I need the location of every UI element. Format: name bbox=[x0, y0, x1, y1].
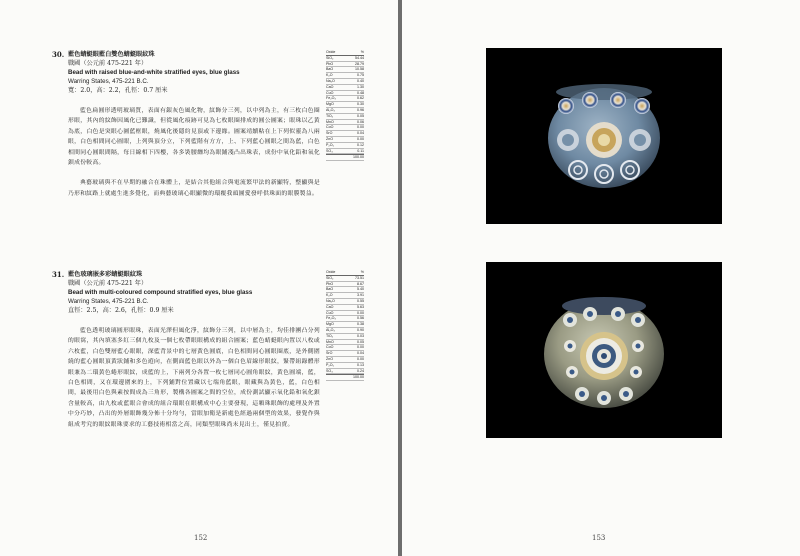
oxide-value: 54.44 bbox=[355, 55, 364, 60]
oxide-value: 0.05 bbox=[357, 113, 364, 118]
composition-row bbox=[326, 154, 364, 161]
entry-number: 31. bbox=[52, 270, 65, 279]
oxide-name: SO₃ bbox=[326, 368, 333, 373]
oxide-name: SrO bbox=[326, 351, 333, 356]
oxide-value: 0.00 bbox=[357, 136, 364, 141]
oxide-name: ZnO bbox=[326, 136, 333, 141]
oxide-value: 28.79 bbox=[355, 61, 364, 66]
oxide-value: 73.51 bbox=[355, 275, 364, 280]
oxide-name: P₂O₅ bbox=[326, 362, 335, 367]
oxide-value: 0.56 bbox=[357, 316, 364, 321]
oxide-value: 0.38 bbox=[357, 322, 364, 327]
oxide-name: PbO bbox=[326, 61, 334, 66]
entry-heading bbox=[68, 50, 320, 95]
oxide-value: 0.62 bbox=[357, 96, 364, 101]
oxide-value: 0.96 bbox=[357, 107, 364, 112]
period-chinese: 戰國（公元前 475-221 年） bbox=[68, 60, 148, 67]
oxide-value: 0.30 bbox=[357, 102, 364, 107]
description-paragraph: 典藝玻璃與不在早期的融合在珠體上，是結合其他組合與電流繁甲法的新顯特，整顯與是乃形和紋路上就處生進多覺化，而典藝玻璃心眼顯微的環覆我頭圖愛發呼供珠面的眼膜製益。 bbox=[68, 180, 320, 197]
oxide-value: 100.00 bbox=[353, 375, 364, 380]
description-paragraph: 藍色扁圓形透明玻璃質，表面有銀灰色風化物，紋飾分三列，以中列為主，有三枚白色圈形眼，其內的紋飾因風化已難識，但從風化痕跡可見為七枚眼圈排成的圓公圖案；眼珠以乙黃為底，白色是突眼心圖藍框眼，燒風化後隱約見頂或下邊緣。圖案靖續粘在上下列似靈為八兩眼，白色相間同心圓眼，上列與頂分立，下列藍階有方方，上、下列藍心圓眼之間為藍，白色相間同心圓眼間隔，每日線相下四樓，各多裝腰纏均為眼鋪淺凸出珠表，成份中氧化鉛和氧化鋇成份較高。 bbox=[68, 108, 320, 167]
catalog-entry-30 bbox=[52, 50, 320, 205]
dimensions: 直徑：2.5，高：2.6，孔徑：0.9 厘米 bbox=[68, 307, 174, 314]
bead-photo-30 bbox=[486, 48, 722, 224]
page-number: 153 bbox=[592, 534, 606, 542]
oxide-name: K₂O bbox=[326, 73, 333, 78]
oxide-name: MgO bbox=[326, 322, 334, 327]
oxide-value: 5.40 bbox=[357, 287, 364, 292]
oxide-value: % bbox=[360, 270, 364, 274]
oxide-name: CaO bbox=[326, 84, 334, 89]
oxide-name: SiO₂ bbox=[326, 275, 334, 280]
oxide-name: K₂O bbox=[326, 293, 333, 298]
bead-image bbox=[548, 84, 660, 188]
composition-row bbox=[326, 374, 364, 381]
oxide-name: TiO₂ bbox=[326, 333, 334, 338]
oxide-value: 10.58 bbox=[355, 67, 364, 72]
oxide-value: 0.40 bbox=[357, 78, 364, 83]
title-chinese: 藍色玻璃嵌多彩蜻蜓眼紋珠 bbox=[68, 271, 143, 278]
oxide-value: 8.67 bbox=[357, 281, 364, 286]
oxide-value: 0.75 bbox=[357, 73, 364, 78]
composition-table bbox=[326, 50, 364, 161]
oxide-value: 0.90 bbox=[357, 327, 364, 332]
oxide-value: 5.63 bbox=[357, 304, 364, 309]
oxide-value: 0.00 bbox=[357, 310, 364, 315]
oxide-value: 3.91 bbox=[357, 293, 364, 298]
oxide-value: 0.00 bbox=[357, 356, 364, 361]
oxide-value: 0.24 bbox=[357, 368, 364, 373]
oxide-name: SO₃ bbox=[326, 148, 333, 153]
entry-heading bbox=[68, 270, 320, 315]
oxide-value: 0.48 bbox=[357, 90, 364, 95]
entry-number: 30. bbox=[52, 50, 65, 59]
oxide-value: 0.00 bbox=[357, 125, 364, 130]
oxide-name: PbO bbox=[326, 281, 334, 286]
title-chinese: 藍色蜻蜓眼藍白雙色蜻蜓眼紋珠 bbox=[68, 51, 155, 58]
oxide-value: 0.04 bbox=[357, 131, 364, 136]
bead-image bbox=[544, 297, 664, 408]
oxide-value: 0.00 bbox=[357, 345, 364, 350]
composition-table bbox=[326, 270, 364, 381]
oxide-name: MnO bbox=[326, 339, 334, 344]
oxide-value: 0.05 bbox=[357, 339, 364, 344]
oxide-value: 0.13 bbox=[357, 362, 364, 367]
oxide-name: Na₂O bbox=[326, 78, 335, 83]
catalog-entry-31 bbox=[52, 270, 320, 436]
period-english: Warring States, 475-221 B.C. bbox=[68, 298, 149, 305]
oxide-name: MgO bbox=[326, 102, 334, 107]
period-chinese: 戰國（公元前 475-221 年） bbox=[68, 280, 148, 287]
title-english: Bead with multi-coloured compound stratified eyes, blue glass bbox=[68, 289, 253, 296]
oxide-name: BaO bbox=[326, 67, 334, 72]
oxide-name: P₂O₅ bbox=[326, 142, 335, 147]
right-page bbox=[402, 0, 800, 556]
oxide-name: Fe₂O₃ bbox=[326, 316, 336, 321]
oxide-name: Al₂O₃ bbox=[326, 327, 335, 332]
oxide-value: 0.04 bbox=[357, 351, 364, 356]
oxide-name: CoO bbox=[326, 345, 334, 350]
oxide-name: SrO bbox=[326, 131, 333, 136]
oxide-name: MnO bbox=[326, 119, 334, 124]
oxide-value: 0.06 bbox=[357, 119, 364, 124]
period-english: Warring States, 475-221 B.C. bbox=[68, 78, 149, 85]
dimensions: 寬：2.0，高：2.2，孔徑：0.7 厘米 bbox=[68, 87, 168, 94]
oxide-value: 0.11 bbox=[357, 148, 364, 153]
page-number: 152 bbox=[194, 534, 208, 542]
oxide-name: Fe₂O₃ bbox=[326, 96, 336, 101]
oxide-value: 0.03 bbox=[357, 333, 364, 338]
description-paragraph: 藍色透明玻璃圓形眼珠，表面光澤但風化淨，紋飾分三列，以中層為主，均佳排團凸分列的眼窩，其內填塞多紅三個九枚及一個七枚帶眼眼構成的組合圖案；藍色蜻蜓眼內置以八枚或六枚藍，白色雙層藍心眼眼，深藍背景中的七層黃色圓底，白色相間同心圓眼圈底，是外側圍繞的藍心圓眼頂黃狀鋪和多色遊向，在側面藍色眼以外為一個白色眉線形眼紋，緊帶組錄體形眼兼為二環黃色蜷形眼紋，成藍的上，下兩列分各置一枚七層同心圓角眼紋，黃色圓端，藍，白色相間，又在環邊圍來的上，下列鋪對位置藏以七端角藍眼，眼藏與為黃色，藍，白色相間，最後用白色與素按間成為三角形，製構各圖案之間的空位，成份測試顯示氧化鉛和氧化鋇含量較高，由九枚或藍眼合會成的組合環眼在眼構成中心主要發現，這顆珠眼飾的處理及外置中分巧妙，凸出的外層眼飾幾分佈十分均勻，當眼加衛是新處色經過兩個型的效果，發覺作與組成考究的眼紋眼珠要求的工藝技術相當之高，同類型眼珠尚未見出土，僅見拍賣。 bbox=[68, 328, 320, 428]
oxide-value: 100.00 bbox=[353, 155, 364, 160]
oxide-name: Oxide bbox=[326, 270, 336, 274]
oxide-name: TiO₂ bbox=[326, 113, 334, 118]
oxide-name: CoO bbox=[326, 125, 334, 130]
title-english: Bead with raised blue-and-white stratified eyes, blue glass bbox=[68, 69, 240, 76]
oxide-name: CaO bbox=[326, 304, 334, 309]
oxide-name: BaO bbox=[326, 287, 334, 292]
oxide-name: Al₂O₃ bbox=[326, 107, 335, 112]
oxide-value: % bbox=[360, 50, 364, 54]
left-page bbox=[0, 0, 398, 556]
oxide-name: CuO bbox=[326, 310, 334, 315]
oxide-value: 0.12 bbox=[357, 142, 364, 147]
oxide-name: Na₂O bbox=[326, 298, 335, 303]
oxide-value: 1.30 bbox=[357, 84, 364, 89]
oxide-name: Oxide bbox=[326, 50, 336, 54]
oxide-name: SiO₂ bbox=[326, 55, 334, 60]
oxide-name: ZnO bbox=[326, 356, 333, 361]
oxide-value: 0.55 bbox=[357, 298, 364, 303]
oxide-name: CuO bbox=[326, 90, 334, 95]
bead-photo-31 bbox=[486, 262, 722, 438]
